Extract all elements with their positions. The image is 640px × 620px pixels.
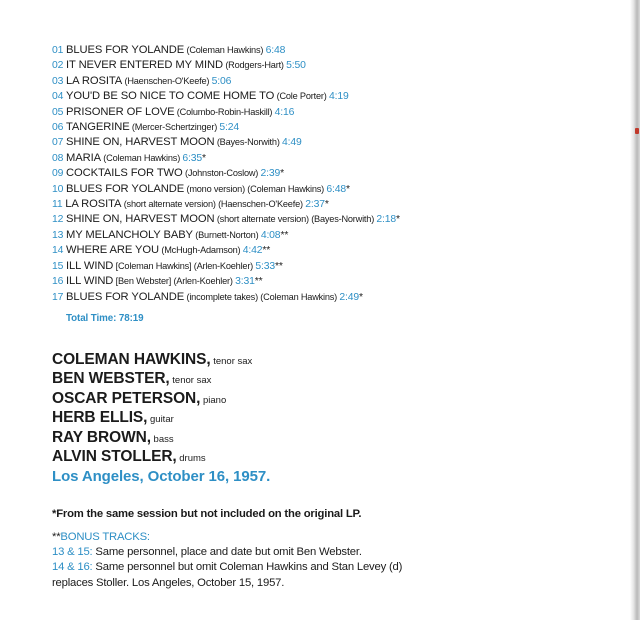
musician-instrument: tenor sax xyxy=(210,356,253,367)
track-time: 5:06 xyxy=(211,75,232,87)
musician-instrument: tenor sax xyxy=(169,375,212,387)
track-number: 09 xyxy=(52,168,64,180)
track-list xyxy=(52,43,612,305)
track-item xyxy=(52,166,612,181)
track-number: 02 xyxy=(52,60,64,72)
track-title: LA ROSITA xyxy=(65,198,122,211)
track-time: 4:16 xyxy=(274,106,295,118)
track-title: COCKTAILS FOR TWO xyxy=(66,167,183,180)
track-item xyxy=(52,58,612,73)
track-detail: (short alternate version) (Haenschen-O'Keefe) xyxy=(121,199,306,210)
track-time: 2:18 xyxy=(376,214,397,226)
track-detail: (McHugh-Adamson) xyxy=(159,245,243,256)
personnel-item xyxy=(52,447,252,466)
bonus-line-text: Same personnel, place and date but omit Ben Webster. xyxy=(92,546,362,559)
track-mark: ** xyxy=(275,260,283,272)
bonus-line xyxy=(52,576,402,591)
track-item xyxy=(52,274,612,289)
personnel-item xyxy=(52,369,252,388)
track-time: 6:48 xyxy=(265,45,286,56)
track-title: YOU'D BE SO NICE TO COME HOME TO xyxy=(66,90,275,103)
track-number: 03 xyxy=(52,75,64,87)
track-mark: * xyxy=(346,183,350,195)
bonus-line xyxy=(52,560,402,575)
track-item xyxy=(52,182,612,197)
track-mark: ** xyxy=(262,245,271,257)
track-time: 4:49 xyxy=(282,137,302,149)
track-item xyxy=(52,43,612,58)
total-time: Total Time: 78:19 xyxy=(66,313,144,324)
track-number: 15 xyxy=(52,260,64,272)
musician-name: BEN WEBSTER, xyxy=(52,370,170,388)
track-title: MY MELANCHOLY BABY xyxy=(66,228,193,241)
track-number: 06 xyxy=(52,122,64,134)
track-detail: (incomplete takes) (Coleman Hawkins) xyxy=(184,291,340,302)
track-detail: [Coleman Hawkins] (Arlen-Koehler) xyxy=(113,260,256,271)
track-detail: (Cole Porter) xyxy=(274,91,329,102)
track-title: WHERE ARE YOU xyxy=(66,244,160,257)
track-title: SHINE ON, HARVEST MOON xyxy=(66,213,215,226)
track-mark: * xyxy=(280,168,285,180)
track-detail: (short alternate version) (Bayes-Norwith) xyxy=(214,214,377,225)
track-item xyxy=(52,228,612,243)
musician-instrument: guitar xyxy=(147,414,174,426)
bonus-heading xyxy=(52,530,402,545)
edge-mark xyxy=(635,128,639,134)
musician-instrument: piano xyxy=(200,394,227,406)
bonus-line xyxy=(52,545,402,560)
track-time: 2:39 xyxy=(260,168,281,180)
booklet-edge xyxy=(630,0,640,620)
session-note: *From the same session but not included on the original LP. xyxy=(52,508,362,520)
bonus-line-text: replaces Stoller. Los Angeles, October 15, 1957. xyxy=(52,576,285,589)
bonus-track-numbers: 14 & 16: xyxy=(52,561,93,574)
track-item xyxy=(52,290,612,305)
personnel-list xyxy=(52,350,252,466)
bonus-heading-label: BONUS TRACKS: xyxy=(60,531,150,543)
track-title: ILL WIND xyxy=(66,275,114,288)
personnel-item xyxy=(52,350,252,369)
track-detail: (Johnston-Coslow) xyxy=(182,168,261,179)
personnel-item xyxy=(52,408,252,427)
track-time: 2:37 xyxy=(305,199,325,211)
musician-name: HERB ELLIS, xyxy=(52,409,148,427)
track-number: 01 xyxy=(52,45,64,56)
track-item xyxy=(52,89,612,104)
track-time: 4:19 xyxy=(328,91,349,103)
bonus-track-numbers: 13 & 15: xyxy=(52,546,93,559)
track-detail: (Mercer-Schertzinger) xyxy=(129,122,220,133)
track-title: TANGERINE xyxy=(66,121,130,134)
musician-name: ALVIN STOLLER, xyxy=(52,447,177,465)
track-title: PRISONER OF LOVE xyxy=(66,105,175,118)
bonus-tracks-notes xyxy=(52,530,402,591)
track-detail: (mono version) (Coleman Hawkins) xyxy=(184,183,327,194)
musician-name: OSCAR PETERSON, xyxy=(52,389,201,407)
track-item xyxy=(52,135,612,150)
track-item xyxy=(52,243,612,258)
session-location-date: Los Angeles, October 16, 1957. xyxy=(52,468,271,485)
musician-name: RAY BROWN, xyxy=(52,428,151,446)
musician-name: COLEMAN HAWKINS, xyxy=(52,351,211,368)
track-time: 5:50 xyxy=(286,60,306,72)
personnel-item xyxy=(52,389,252,408)
personnel-item xyxy=(52,428,252,447)
track-number: 13 xyxy=(52,229,64,241)
track-number: 05 xyxy=(52,106,64,118)
track-number: 04 xyxy=(52,91,64,103)
track-time: 3:31 xyxy=(235,276,255,288)
track-number: 16 xyxy=(52,276,64,288)
track-title: ILL WIND xyxy=(66,259,114,272)
track-mark: * xyxy=(324,199,329,211)
track-item xyxy=(52,212,612,227)
bonus-stars: ** xyxy=(52,531,61,543)
track-title: BLUES FOR YOLANDE xyxy=(66,290,185,303)
track-number: 17 xyxy=(52,291,64,303)
track-number: 08 xyxy=(52,152,64,164)
track-number: 10 xyxy=(52,183,64,195)
track-number: 11 xyxy=(52,199,63,211)
track-mark: * xyxy=(202,152,206,164)
track-time: 6:48 xyxy=(326,183,347,195)
track-time: 6:35 xyxy=(182,152,203,164)
track-title: SHINE ON, HARVEST MOON xyxy=(66,136,215,149)
track-mark: ** xyxy=(280,229,289,241)
track-time: 5:33 xyxy=(255,260,276,272)
track-time: 4:42 xyxy=(242,245,263,257)
track-mark: * xyxy=(396,214,400,226)
track-title: LA ROSITA xyxy=(66,74,123,87)
track-number: 12 xyxy=(52,214,64,226)
track-time: 4:08 xyxy=(260,229,281,241)
track-detail: (Coleman Hawkins) xyxy=(100,152,183,163)
musician-instrument: bass xyxy=(150,433,174,445)
track-item xyxy=(52,197,612,212)
track-time: 2:49 xyxy=(339,291,360,303)
track-detail: (Coleman Hawkins) xyxy=(184,45,266,55)
track-mark: ** xyxy=(254,276,263,288)
track-title: MARIA xyxy=(66,151,101,164)
track-detail: (Burnett-Norton) xyxy=(192,229,261,240)
track-number: 07 xyxy=(52,137,64,149)
track-detail: (Haenschen-O'Keefe) xyxy=(122,75,212,86)
track-item xyxy=(52,105,612,120)
track-item xyxy=(52,74,612,89)
track-detail: [Ben Webster] (Arlen-Koehler) xyxy=(113,276,236,287)
track-item xyxy=(52,259,612,274)
track-title: IT NEVER ENTERED MY MIND xyxy=(66,59,223,72)
track-detail: (Rodgers-Hart) xyxy=(222,60,287,71)
track-item xyxy=(52,151,612,166)
bonus-line-text: Same personnel but omit Coleman Hawkins and Stan Levey (d) xyxy=(92,561,403,574)
track-detail: (Columbo-Robin-Haskill) xyxy=(174,106,275,117)
track-mark: * xyxy=(359,291,363,303)
musician-instrument: drums xyxy=(176,452,206,464)
track-time: 5:24 xyxy=(219,122,240,134)
track-title: BLUES FOR YOLANDE xyxy=(66,44,185,56)
track-title: BLUES FOR YOLANDE xyxy=(66,182,185,195)
track-item xyxy=(52,120,612,135)
track-detail: (Bayes-Norwith) xyxy=(214,137,283,148)
track-number: 14 xyxy=(52,245,64,257)
